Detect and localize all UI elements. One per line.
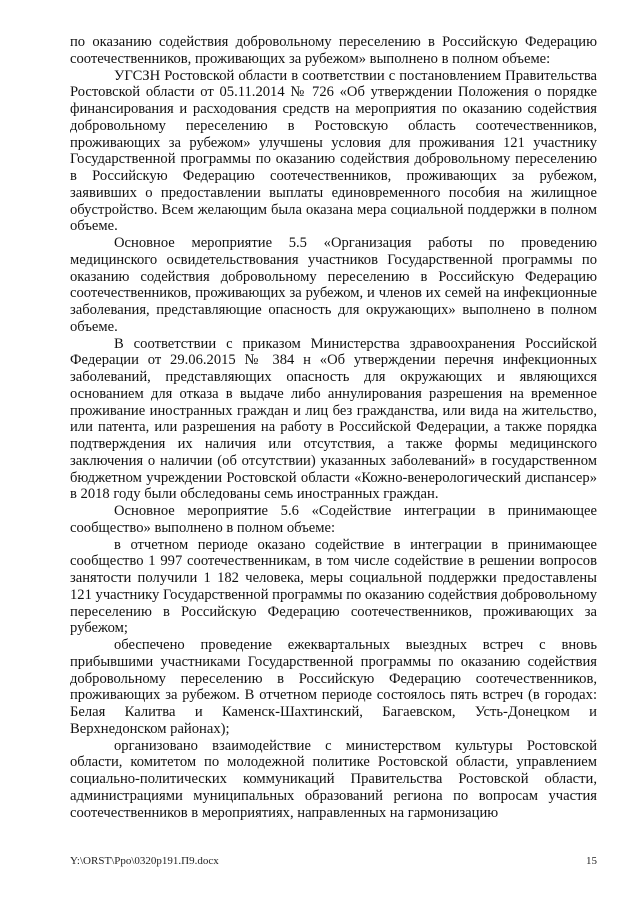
paragraph-4: В соответствии с приказом Министерства здравоохранения Российской Федерации от 29.06.2015 № 384 н «Об утверждении перечня инфекционных заболеваний, представляющих опасность для окружающих и являющихся основанием для отказа в выдаче либо аннулирования разрешения на временное проживание иностранных граждан и лиц без гражданства, или вида на жительство, или патента, или разрешения на работу в Российской Федерации, а также порядка подтверждения их наличия или отсутствия, а также формы медицинского заключения о наличии (об отсутствии) указанных заболеваний» в государственном бюджетном учреждении Ростовской области «Кожно-венерологический диспансер» в 2018 году были обследованы семь иностранных граждан.	[70, 335, 597, 503]
paragraph-7: обеспечено проведение ежеквартальных выездных встреч с вновь прибывшими участниками Государственной программы по оказанию содействия добровольному переселению в Российскую Федерацию соотечественников, проживающих за рубежом. В отчетном периоде состоялось пять встреч (в городах: Белая Калитва и Каменск-Шахтинский, Багаевском, Усть-Донецком и Верхнедонском районах);	[70, 637, 597, 737]
paragraph-3: Основное мероприятие 5.5 «Организация работы по проведению медицинского освидетельствования участников Государственной программы по оказанию содействия добровольному переселению в Российскую Федерацию соотечественников, проживающих за рубежом, и членов их семей на инфекционные заболевания, представляющие опасность для окружающих» выполнено в полном объеме.	[70, 235, 597, 335]
paragraph-5: Основное мероприятие 5.6 «Содействие интеграции в принимающее сообщество» выполнено в полном объеме:	[70, 503, 597, 536]
paragraph-8: организовано взаимодействие с министерством культуры Ростовской области, комитетом по молодежной политике Ростовской области, управлением социально-политических коммуникаций Правительства Ростовской области, администрациями муниципальных образований региона по вопросам участия соотечественников в мероприятиях, направленных на гармонизацию	[70, 737, 597, 821]
paragraph-6: в отчетном периоде оказано содействие в интеграции в принимающее сообщество 1 997 соотечественникам, в том числе содействие в решении вопросов занятости получили 1 182 человека, меры социальной поддержки предоставлены 121 участнику Государственной программы по оказанию содействия добровольному переселению в Российскую Федерацию соотечественников, проживающих за рубежом;	[70, 536, 597, 637]
paragraph-2: УГСЗН Ростовской области в соответствии с постановлением Правительства Ростовской области от 05.11.2014 № 726 «Об утверждении Положения о порядке финансирования и расходования средств на мероприятия по оказанию содействия добровольному переселению в Ростовскую область соотечественников, проживающих за рубежом» улучшены условия для проживания 121 участнику Государственной программы по оказанию содействия добровольному переселению в Российскую Федерацию соотечественников, проживающих за рубежом, заявивших о предоставлении выплаты единовременного пособия на жилищное обустройство. Всем желающим была оказана мера социальной поддержки в полном объеме.	[70, 67, 597, 235]
document-body	[70, 34, 597, 821]
paragraph-1: по оказанию содействия добровольному переселению в Российскую Федерацию соотечественников, проживающих за рубежом» выполнено в полном объеме:	[70, 34, 597, 67]
page-number: 15	[586, 855, 597, 867]
footer-file-path: Y:\ORST\Ppo\0320p191.П9.docx	[70, 855, 219, 867]
